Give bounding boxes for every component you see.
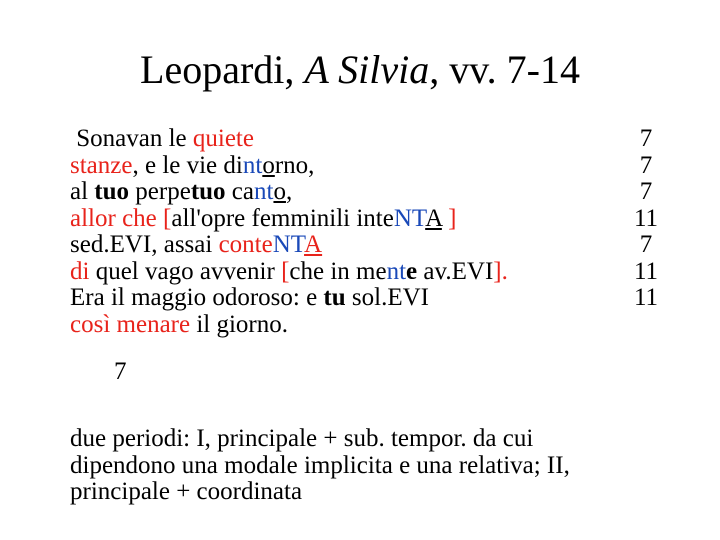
verse-segment: ca — [225, 178, 254, 205]
verse-line — [70, 126, 610, 153]
verse-segment: al — [70, 178, 95, 205]
verse-segment: Era il maggio odoroso: e — [70, 284, 324, 311]
verse-segment: , e le vie di — [132, 151, 243, 179]
title-prefix: Leopardi, — [140, 47, 305, 92]
verse-segment: perpe — [129, 178, 191, 205]
verse-segment: NT — [272, 231, 305, 258]
title-poem-name: A Silvia — [304, 47, 430, 92]
verse-segment: , — [285, 178, 293, 205]
verse-segment: A — [425, 204, 442, 232]
verse-segment: così menare — [70, 310, 191, 338]
verse-segment: che in me — [289, 257, 387, 285]
verse-segment: tu — [323, 284, 346, 311]
verse-segment: quel vago avvenir — [89, 257, 282, 285]
verse-segment: A — [304, 231, 323, 258]
syllable-count: 7 — [639, 125, 653, 152]
verse-segment: [ — [163, 204, 172, 232]
verse-segment: ] — [441, 204, 457, 232]
verse-segment: NT — [393, 204, 426, 232]
verse-segment: allor che — [70, 204, 164, 232]
verse-segment: il giorno. — [190, 310, 289, 338]
note-line: due periodi: I, principale + sub. tempor. da cui — [70, 425, 534, 452]
verse-segment: nt — [386, 257, 407, 285]
verse-segment: rno, — [274, 151, 315, 179]
verse-segment: ]. — [493, 257, 508, 285]
title-suffix: , vv. 7-14 — [429, 47, 580, 92]
verse-segment: o — [273, 178, 286, 205]
verse-segment: all'opre femminili inte — [171, 204, 394, 232]
syllable-count: 7 — [639, 231, 653, 258]
verse-line — [70, 153, 610, 180]
syllable-count: 11 — [633, 257, 659, 285]
verse-segment: quiete — [192, 125, 254, 152]
verse-segment: av.EVI — [417, 257, 494, 285]
verse-line — [70, 312, 610, 339]
verse-segment: conte — [218, 231, 273, 258]
verse-line — [70, 232, 610, 259]
poem-verses — [70, 126, 610, 338]
slide-title — [0, 44, 720, 96]
verse-line — [70, 285, 610, 312]
note-line: dipendono una modale implicita e una relativa; II, — [70, 451, 570, 479]
verse-line — [70, 259, 610, 286]
verse-line — [70, 206, 610, 233]
verse-segment: e — [406, 257, 418, 285]
verse-segment: di — [70, 257, 90, 285]
verse-line — [70, 179, 610, 206]
note-line: principale + coordinata — [70, 478, 303, 505]
verse-segment: [ — [281, 257, 290, 285]
syllable-count: 7 — [639, 178, 653, 205]
syllable-count-column — [616, 126, 676, 312]
syllable-count: 11 — [633, 284, 659, 311]
analysis-note — [70, 426, 700, 506]
syllable-count-last: 7 — [114, 358, 127, 385]
verse-segment: Sonavan le — [70, 125, 193, 152]
verse-segment: tuo — [190, 178, 226, 205]
syllable-count: 11 — [633, 204, 659, 232]
verse-segment: sol.EVI — [345, 284, 429, 311]
syllable-count: 7 — [639, 151, 653, 179]
verse-segment: nt — [254, 178, 274, 205]
verse-segment: tuo — [94, 178, 130, 205]
verse-segment: stanze — [70, 151, 133, 179]
verse-segment: nt — [242, 151, 263, 179]
verse-segment: sed.EVI, assai — [70, 231, 219, 258]
verse-segment: o — [262, 151, 275, 179]
